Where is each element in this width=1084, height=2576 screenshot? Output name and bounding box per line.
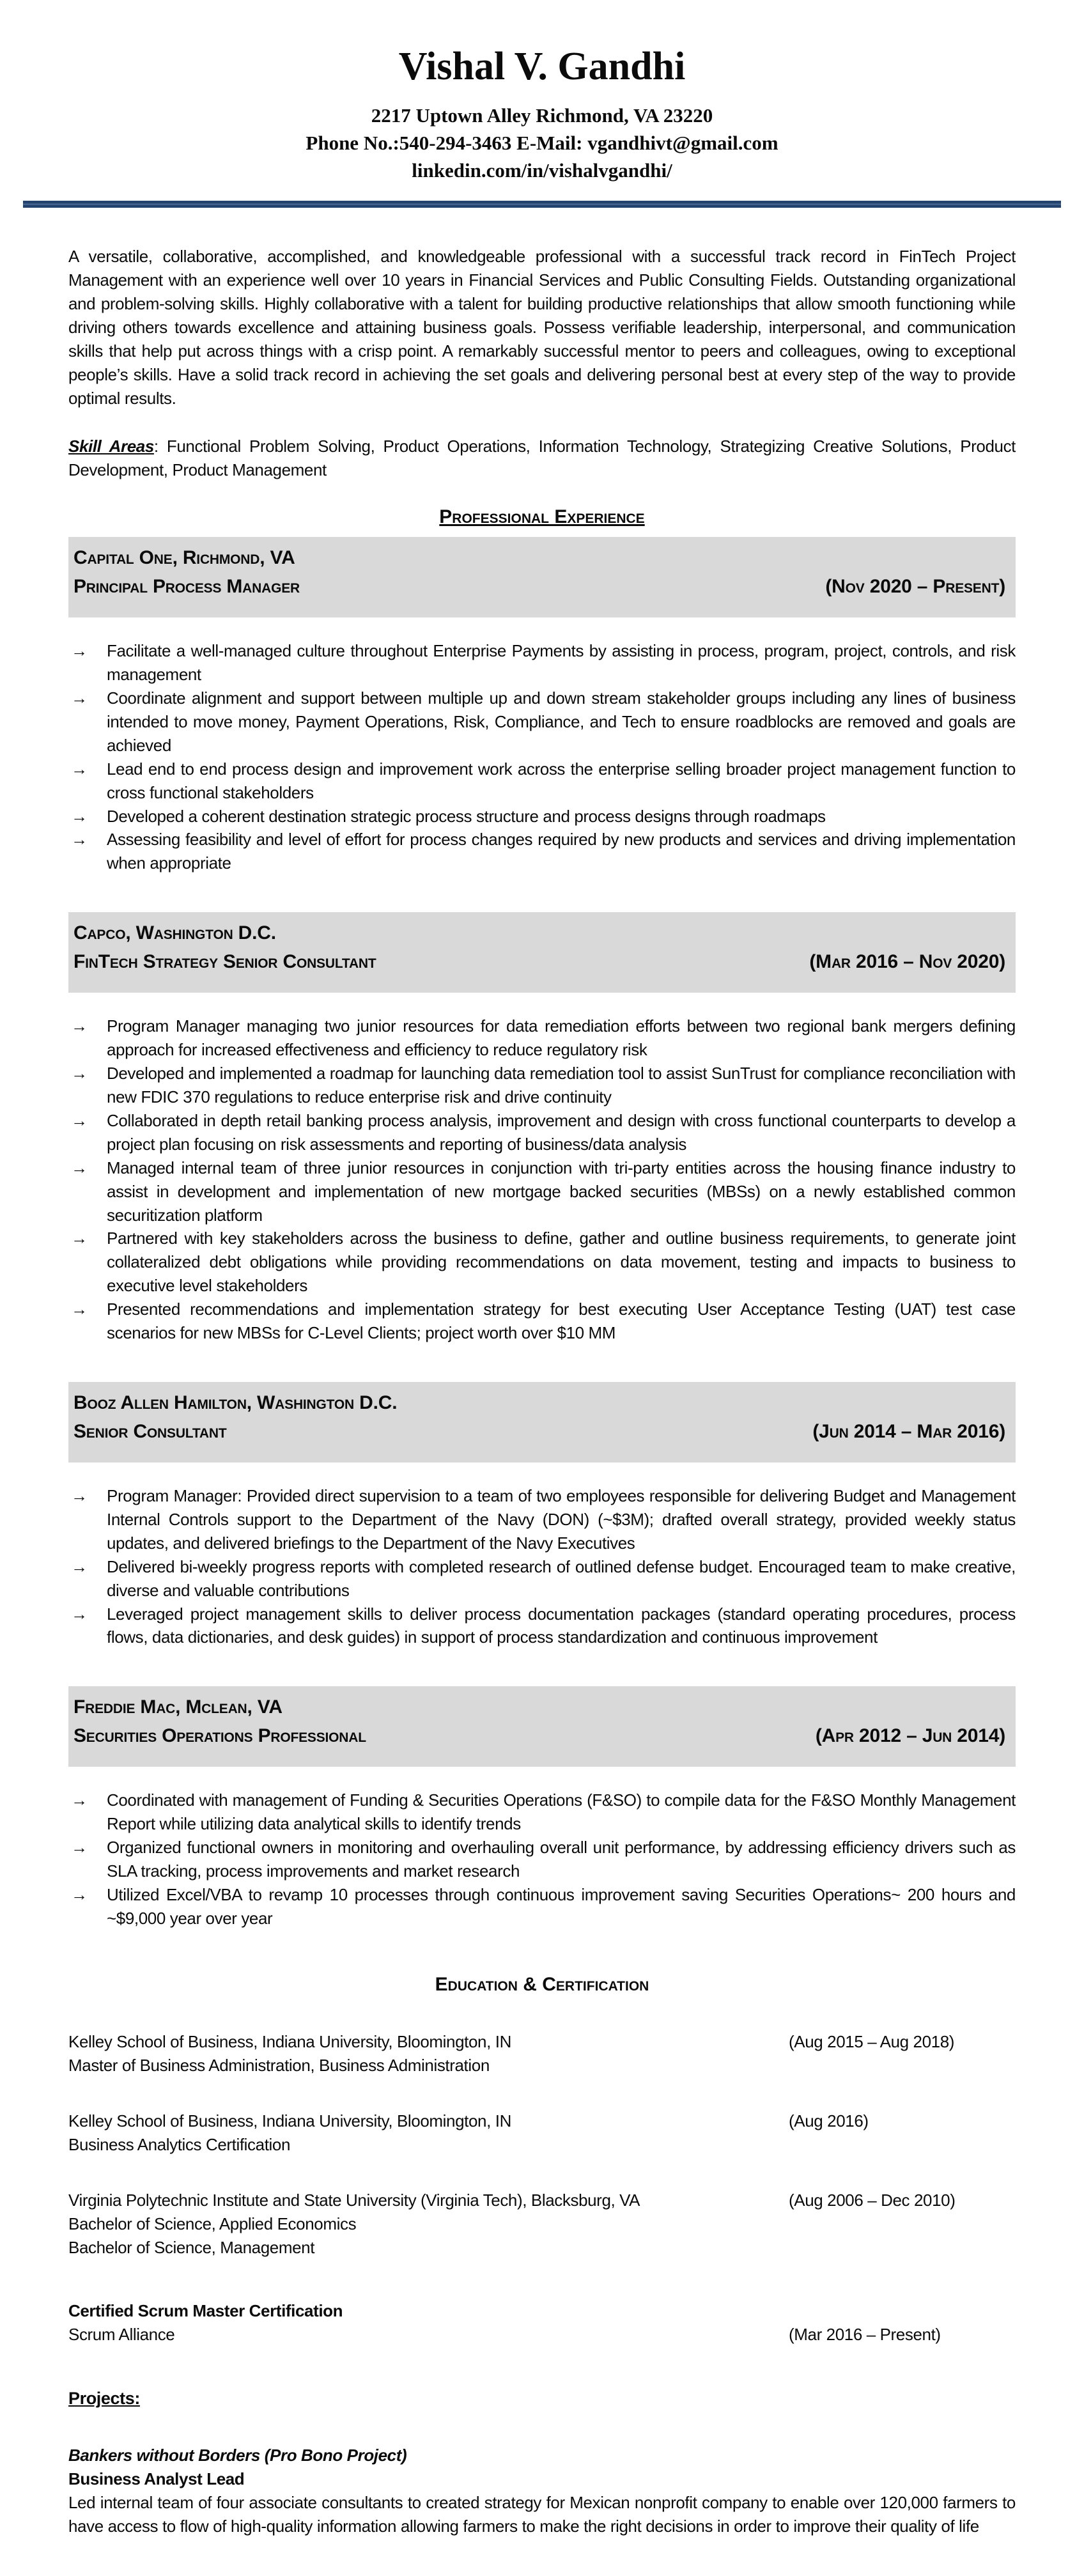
job-header-booz-allen [68,1382,1016,1463]
experience-bullet: → Program Manager managing two junior resources for data remediation efforts between two regional bank mergers defining approach for increased effectiveness and efficiency to reduce regulatory risk [68,1014,1016,1062]
bullet-list-booz-allen [68,1484,1016,1649]
company-name: Freddie Mac, Mclean, VA [74,1696,283,1718]
experience-bullet: → Utilized Excel/VBA to revamp 10 processes through continuous improvement saving Securities Operations~ 200 hours and ~$9,000 year over year [68,1883,1016,1930]
resume-header [0,0,1084,184]
skill-areas-label: Skill Areas [68,436,154,456]
project-item [68,2444,1016,2538]
school-name: Kelley School of Business, Indiana University, Bloomington, IN [68,2032,511,2052]
experience-bullet: → Collaborated in depth retail banking process analysis, improvement and design with cross functional counterparts to develop a project plan focusing on risk assessments and reporting of business/data analysis [68,1109,1016,1156]
skill-areas [68,435,1016,482]
education-dates: (Aug 2016) [789,2111,869,2131]
header-divider [23,201,1061,208]
job-dates: (Apr 2012 – Jun 2014) [815,1725,1005,1747]
candidate-name: Vishal V. Gandhi [398,45,686,88]
education-entry [68,2189,1016,2260]
experience-bullet: → Delivered bi-weekly progress reports with completed research of outlined defense budget. Encouraged team to make creative, diverse and valuable contributions [68,1555,1016,1602]
experience-bullet: → Presented recommendations and implementation strategy for best executing User Acceptance Testing (UAT) test case scenarios for new MBSs for C-Level Clients; project worth over $10 MM [68,1298,1016,1345]
experience-bullet: → Developed a coherent destination strategic process structure and process designs through roadmaps [68,805,1016,828]
job-header-capco [68,912,1016,993]
job-header-freddie-mac [68,1686,1016,1767]
certification-org: Scrum Alliance [68,2324,175,2344]
summary-paragraph: A versatile, collaborative, accomplished, and knowledgeable professional with a successful track record in FinTech Project Management with an experience well over 10 years in Financial Services and Public Consulting Fields. Outstanding organizational and problem-solving skills. Highly collaborative with a talent for building productive relationships that allow smooth functioning while driving others towards excellence and attaining business goals. Possess verifiable leadership, interpersonal, and communication skills that help put across things with a crisp point. A remarkably successful mentor to peers and colleagues, owing to exceptional people’s skills. Have a solid track record in achieving the set goals and delivering personal best at every step of the way to provide optimal results. [68,247,1016,408]
degree-line: Bachelor of Science, Management [68,2237,315,2257]
job-dates: (Mar 2016 – Nov 2020) [809,951,1005,973]
projects-heading: Projects: [68,2388,140,2408]
bullet-list-capco [68,1014,1016,1345]
experience-bullet: → Organized functional owners in monitoring and overhauling overall unit performance, by addressing efficiency drivers such as SLA tracking, process improvements and market research [68,1836,1016,1883]
certification-dates: (Mar 2016 – Present) [789,2324,941,2344]
certification-title: Certified Scrum Master Certification [68,2301,343,2320]
company-name: Capital One, Richmond, VA [74,547,295,569]
certification-block [68,2299,1016,2347]
degree-line: Master of Business Administration, Business Administration [68,2056,490,2076]
experience-bullet: → Program Manager: Provided direct supervision to a team of two employees responsible for delivering Budget and Management Internal Controls support to the Department of the Navy (DON) (~$3M); drafted overall strategy, provided weekly status updates, and delivered briefings to the Department of the Navy Executives [68,1484,1016,1555]
experience-bullet: → Facilitate a well-managed culture throughout Enterprise Payments by assisting in process, program, project, controls, and risk management [68,639,1016,687]
job-dates: (Nov 2020 – Present) [825,576,1005,598]
section-heading-experience: Professional Experience [439,506,645,527]
project-name: Bankers without Borders (Pro Bono Project) [68,2445,407,2465]
education-entry [68,2030,1016,2077]
school-name: Kelley School of Business, Indiana University, Bloomington, IN [68,2111,511,2131]
experience-bullet: → Developed and implemented a roadmap for launching data remediation tool to assist SunTrust for compliance reconciliation with new FDIC 370 regulations to reduce enterprise risk and drive continuity [68,1062,1016,1109]
degree-line: Business Analytics Certification [68,2135,291,2155]
job-title: FinTech Strategy Senior Consultant [74,951,376,973]
project-description: Led internal team of four associate consultants to created strategy for Mexican nonprofit company to enable over 120,000 farmers to have access to flow of high-quality information allowing farmers to make the right decisions in order to improve their quality of life [68,2492,1016,2536]
education-dates: (Aug 2006 – Dec 2010) [789,2190,956,2210]
education-dates: (Aug 2015 – Aug 2018) [789,2032,955,2052]
bullet-list-capital-one [68,639,1016,875]
experience-bullet: → Partnered with key stakeholders across the business to define, gather and outline business requirements, to generate joint collateralized debt obligations while providing recommendations on data movement, testing and impacts to business to executive level stakeholders [68,1227,1016,1298]
experience-bullet: → Managed internal team of three junior resources in conjunction with tri-party entities across the housing finance industry to assist in development and implementation of new mortgage backed securities (MBSs) on a newly established common securitization platform [68,1156,1016,1227]
job-title: Senior Consultant [74,1420,227,1442]
phone-email-line: Phone No.:540-294-3463 E-Mail: vgandhivt@gmail.com [306,131,778,154]
skill-areas-text: : Functional Problem Solving, Product Operations, Information Technology, Strategizing Creative Solutions, Product Development, Product Management [68,436,1016,479]
section-heading-education: Education & Certification [435,1973,649,1995]
resume-body [0,245,1084,2576]
project-role: Business Analyst Lead [68,2469,245,2488]
address-line: 2217 Uptown Alley Richmond, VA 23220 [371,104,713,127]
bullet-list-freddie-mac [68,1788,1016,1930]
job-title: Principal Process Manager [74,576,300,598]
job-dates: (Jun 2014 – Mar 2016) [812,1420,1005,1442]
experience-bullet: → Coordinate alignment and support between multiple up and down stream stakeholder groups including any lines of business intended to move money, Payment Operations, Risk, Compliance, and Tech to ensure roadblocks are removed and goals are achieved [68,687,1016,757]
experience-bullet: → Lead end to end process design and improvement work across the enterprise selling broader project management function to cross functional stakeholders [68,757,1016,805]
education-entry [68,2109,1016,2157]
company-name: Booz Allen Hamilton, Washington D.C. [74,1392,398,1413]
experience-bullet: → Assessing feasibility and level of effort for process changes required by new products and services and driving implementation when appropriate [68,828,1016,875]
experience-bullet: → Leveraged project management skills to deliver process documentation packages (standard operating procedures, process flows, data dictionaries, and desk guides) in support of process standardization and continuous improvement [68,1602,1016,1650]
linkedin-line: linkedin.com/in/vishalvgandhi/ [412,159,672,182]
degree-line: Bachelor of Science, Applied Economics [68,2214,357,2233]
experience-bullet: → Coordinated with management of Funding & Securities Operations (F&SO) to compile data for the F&SO Monthly Management Report while utilizing data analytical skills to identify trends [68,1788,1016,1836]
job-header-capital-one [68,537,1016,617]
company-name: Capco, Washington D.C. [74,922,276,944]
job-title: Securities Operations Professional [74,1725,366,1747]
school-name: Virginia Polytechnic Institute and State University (Virginia Tech), Blacksburg, VA [68,2190,640,2210]
